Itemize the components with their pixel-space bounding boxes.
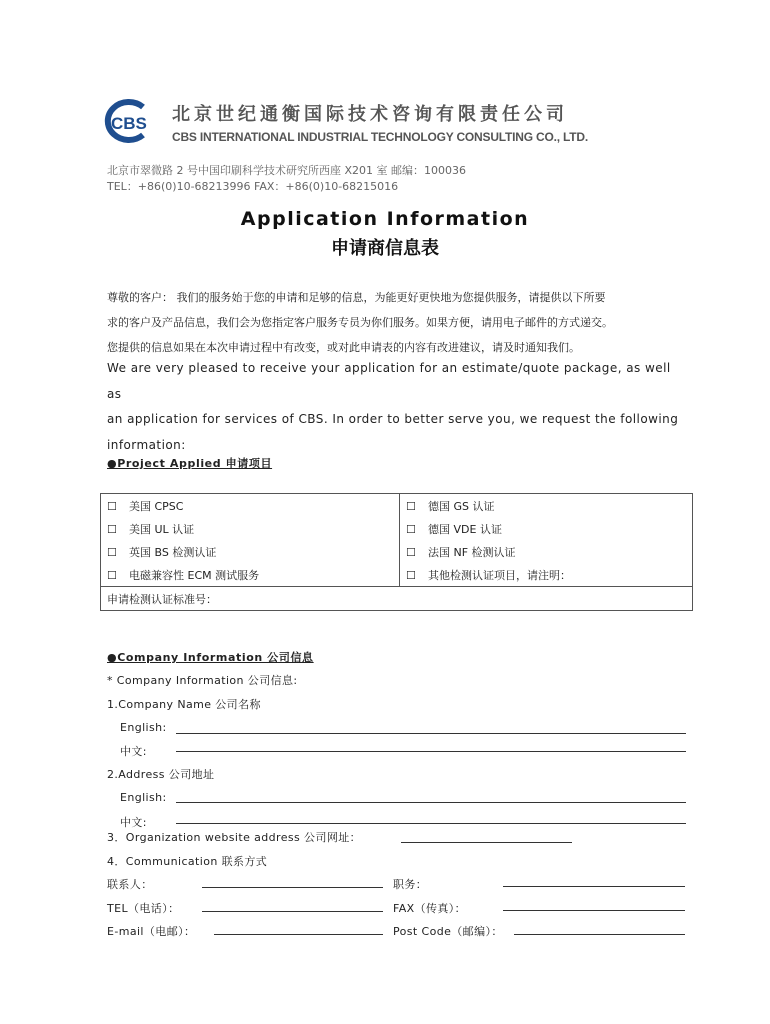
address-english-label: English:	[120, 791, 167, 804]
fax-label: FAX（传真）：	[393, 902, 467, 915]
cbs-logo	[103, 98, 153, 144]
address-chinese-field[interactable]	[176, 823, 686, 824]
project-option[interactable]	[400, 540, 693, 563]
position-label: 职务：	[393, 878, 428, 891]
intro-en-line: an application for services of CBS. In order to better serve you, we request the following	[107, 412, 679, 426]
checkbox-icon[interactable]: ☐	[406, 568, 416, 582]
company-name-cn: 北京世纪通衡国际技术咨询有限责任公司	[172, 104, 568, 125]
post-code-field[interactable]	[514, 934, 685, 935]
project-option[interactable]	[101, 494, 400, 518]
intro-cn	[107, 285, 687, 361]
project-option-label: 电磁兼容性 ECM 测试服务	[129, 568, 260, 582]
project-option-label: 美国 UL 认证	[129, 522, 195, 536]
company-name-chinese-label: 中文:	[120, 745, 147, 758]
project-option[interactable]	[400, 563, 693, 587]
company-name-english-label: English:	[120, 721, 167, 734]
section-company-information: ●Company Information 公司信息	[107, 651, 314, 664]
project-option-label: 法国 NF 检测认证	[428, 545, 516, 559]
communication-label: 4．Communication 联系方式	[107, 855, 268, 868]
standard-number-field[interactable]	[101, 587, 693, 611]
checkbox-icon[interactable]: ☐	[107, 499, 117, 513]
company-name-chinese-field[interactable]	[176, 751, 686, 752]
project-option-label: 德国 GS 认证	[428, 499, 495, 513]
project-option-label: 英国 BS 检测认证	[129, 545, 217, 559]
website-field[interactable]	[401, 842, 572, 843]
fax-field[interactable]	[503, 910, 685, 911]
project-option[interactable]	[400, 494, 693, 518]
contact-person-label: 联系人：	[107, 878, 153, 891]
intro-cn-line: 求的客户及产品信息，我们会为您指定客户服务专员为你们服务。如果方便，请用电子邮件的方式递交。	[107, 316, 613, 330]
company-name-english-field[interactable]	[176, 733, 686, 734]
address-chinese-label: 中文:	[120, 816, 147, 829]
address-label: 2.Address 公司地址	[107, 768, 215, 781]
position-field[interactable]	[503, 886, 685, 887]
tel-label: TEL（电话）：	[107, 902, 180, 915]
intro-cn-line: 您提供的信息如果在本次申请过程中有改变，或对此申请表的内容有改进建议，请及时通知我们。	[107, 341, 580, 355]
project-option-label: 美国 CPSC	[129, 499, 184, 513]
company-name-en: CBS INTERNATIONAL INDUSTRIAL TECHNOLOGY CONSULTING CO., LTD.	[172, 130, 588, 144]
checkbox-icon[interactable]: ☐	[107, 568, 117, 582]
project-option[interactable]	[101, 540, 400, 563]
page-title: Application Information	[240, 208, 530, 230]
project-option-label: 德国 VDE 认证	[428, 522, 502, 536]
intro-en-line: We are very pleased to receive your application for an estimate/quote package, as well as	[107, 361, 671, 401]
checkbox-icon[interactable]: ☐	[107, 545, 117, 559]
section-project-applied: ●Project Applied 申请项目	[107, 457, 273, 470]
standard-number-label: 申请检测认证标准号：	[107, 592, 217, 606]
company-name-label: 1.Company Name 公司名称	[107, 698, 261, 711]
company-contact: TEL：+86(0)10-68213996 FAX：+86(0)10-68215016	[107, 180, 399, 193]
checkbox-icon[interactable]: ☐	[406, 499, 416, 513]
website-label: 3．Organization website address 公司网址：	[107, 831, 362, 844]
project-option[interactable]	[101, 517, 400, 540]
tel-field[interactable]	[202, 911, 383, 912]
company-info-note: * Company Information 公司信息:	[107, 674, 298, 687]
checkbox-icon[interactable]: ☐	[107, 522, 117, 536]
intro-en-line: information:	[107, 437, 186, 452]
company-address: 北京市翠微路 2 号中国印刷科学技术研究所西座 X201 室 邮编：100036	[107, 164, 467, 177]
project-option[interactable]	[101, 563, 400, 587]
contact-person-field[interactable]	[202, 887, 383, 888]
project-table	[100, 493, 693, 611]
intro-cn-line: 尊敬的客户： 我们的服务始于您的申请和足够的信息，为能更好更快地为您提供服务，请提供以下所要	[107, 291, 606, 304]
post-code-label: Post Code（邮编）：	[393, 925, 503, 938]
intro-en	[107, 356, 687, 458]
checkbox-icon[interactable]: ☐	[406, 545, 416, 559]
project-option[interactable]	[400, 517, 693, 540]
page-subtitle: 申请商信息表	[331, 238, 439, 259]
logo-text: CBS	[111, 114, 147, 133]
email-field[interactable]	[214, 934, 383, 935]
address-english-field[interactable]	[176, 802, 686, 803]
checkbox-icon[interactable]: ☐	[406, 522, 416, 536]
email-label: E-mail（电邮）：	[107, 925, 196, 938]
project-option-label: 其他检测认证项目，请注明：	[428, 568, 571, 582]
